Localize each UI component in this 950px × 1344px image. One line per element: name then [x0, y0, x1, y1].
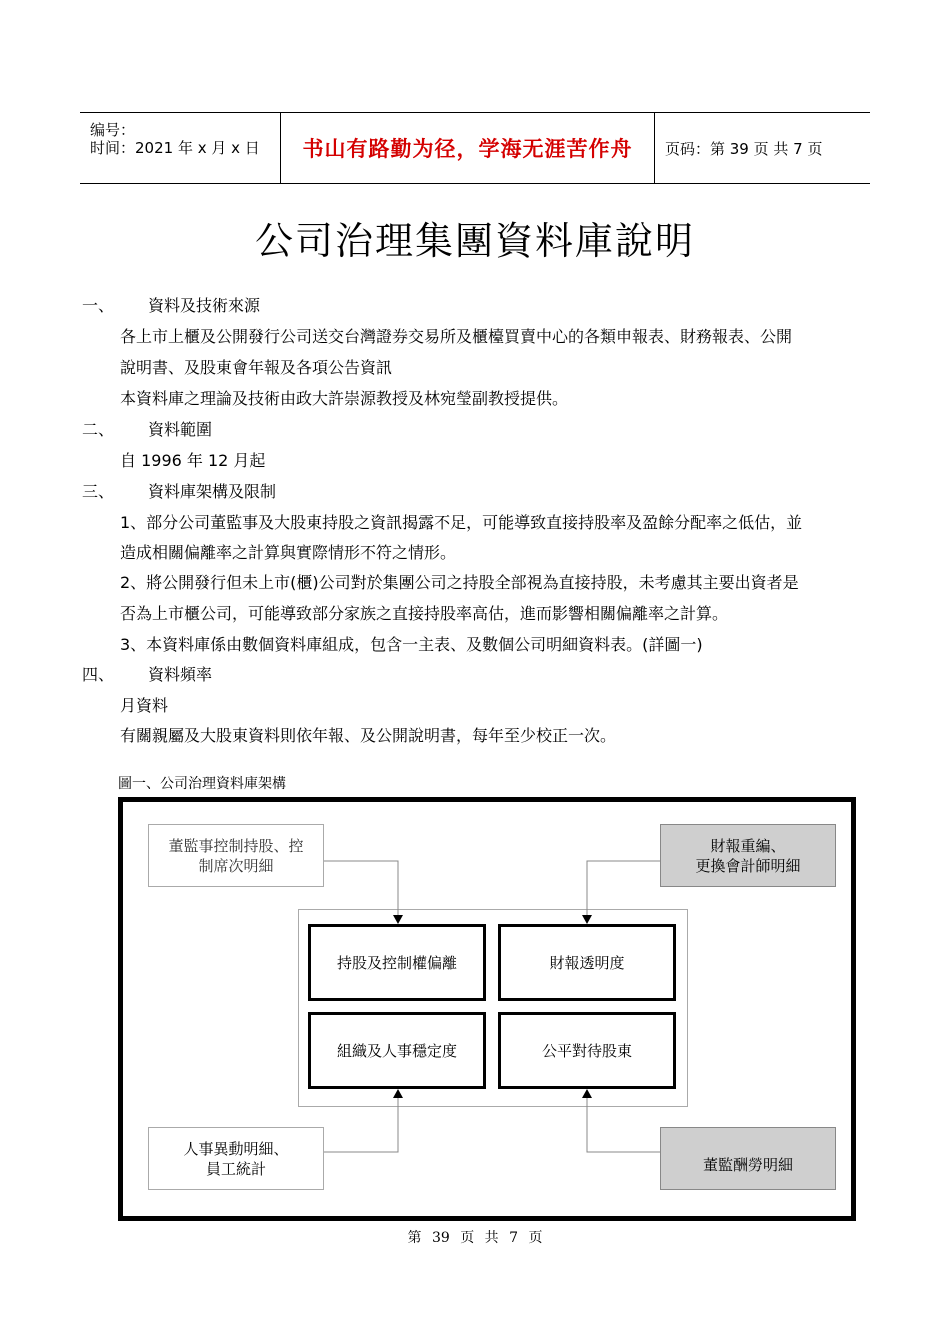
serial-label: 编号：: [90, 121, 136, 139]
paragraph: 本資料庫之理論及技術由政大許崇源教授及林宛瑩副教授提供。: [120, 389, 569, 408]
footer-text: 页: [528, 1230, 543, 1246]
document-title: 公司治理集團資料庫說明: [254, 219, 695, 263]
paragraph: 否為上市櫃公司，可能導致部分家族之直接持股率高估，進而影響相關偏離率之計算。: [120, 604, 729, 623]
section-heading: 資料頻率: [148, 665, 213, 684]
footer-text: 第: [407, 1230, 422, 1246]
source-box-personnel-changes: 人事異動明細、 員工統計: [148, 1127, 324, 1190]
paragraph: 說明書、及股東會年報及各項公告資訊: [120, 358, 393, 377]
paragraph: 自 1996 年 12 月起: [120, 451, 266, 470]
paragraph: 有關親屬及大股東資料則依年報、及公開說明書，每年至少校正一次。: [120, 726, 617, 745]
source-box-director-compensation: 董監酬勞明細: [660, 1127, 836, 1190]
date-label: 时间：2021 年 x 月 x 日: [90, 139, 260, 157]
center-box-ownership-deviation: 持股及控制權偏離: [308, 924, 486, 1001]
footer-total-pages: 7: [509, 1230, 519, 1246]
paragraph: 3、本資料庫係由數個資料庫組成，包含一主表、及數個公司明細資料表。(詳圖一): [120, 635, 703, 654]
section-number: 一、: [82, 296, 115, 315]
footer-text: 共: [484, 1230, 499, 1246]
source-box-financial-restatement: 財報重編、 更換會計師明細: [660, 824, 836, 887]
section-number: 三、: [82, 482, 115, 501]
footer-page-number: 39: [431, 1230, 450, 1246]
section-number: 四、: [82, 665, 115, 684]
header-table: [80, 112, 870, 184]
center-box-fair-treatment: 公平對待股東: [498, 1012, 676, 1089]
header-meta-cell: [80, 113, 281, 183]
paragraph: 2、將公開發行但未上市(櫃)公司對於集團公司之持股全部視為直接持股，未考慮其主要出資者是: [120, 573, 799, 592]
source-box-director-holdings: 董監事控制持股、控 制席次明細: [148, 824, 324, 887]
footer-text: 页: [460, 1230, 475, 1246]
figure-caption: 圖一、公司治理資料庫架構: [118, 776, 286, 792]
section-number: 二、: [82, 420, 115, 439]
center-box-financial-transparency: 財報透明度: [498, 924, 676, 1001]
section-heading: 資料庫架構及限制: [148, 482, 277, 501]
paragraph: 月資料: [120, 696, 169, 715]
paragraph: 造成相關偏離率之計算與實際情形不符之情形。: [120, 543, 457, 562]
section-heading: 資料範圍: [148, 420, 213, 439]
paragraph: 各上市上櫃及公開發行公司送交台灣證券交易所及櫃檯買賣中心的各類申報表、財務報表、公開: [120, 327, 793, 346]
page-code: 页码：第 39 页 共 7 页: [665, 139, 823, 158]
header-page-cell: [655, 113, 870, 183]
motto: 书山有路勤为径，学海无涯苦作舟: [302, 137, 633, 161]
paragraph: 1、部分公司董監事及大股東持股之資訊揭露不足，可能導致直接持股率及盈餘分配率之低估，並: [120, 513, 803, 532]
page-footer: [0, 1227, 950, 1247]
section-heading: 資料及技術來源: [148, 296, 261, 315]
header-motto-cell: [281, 113, 655, 183]
center-box-organization-stability: 組織及人事穩定度: [308, 1012, 486, 1089]
